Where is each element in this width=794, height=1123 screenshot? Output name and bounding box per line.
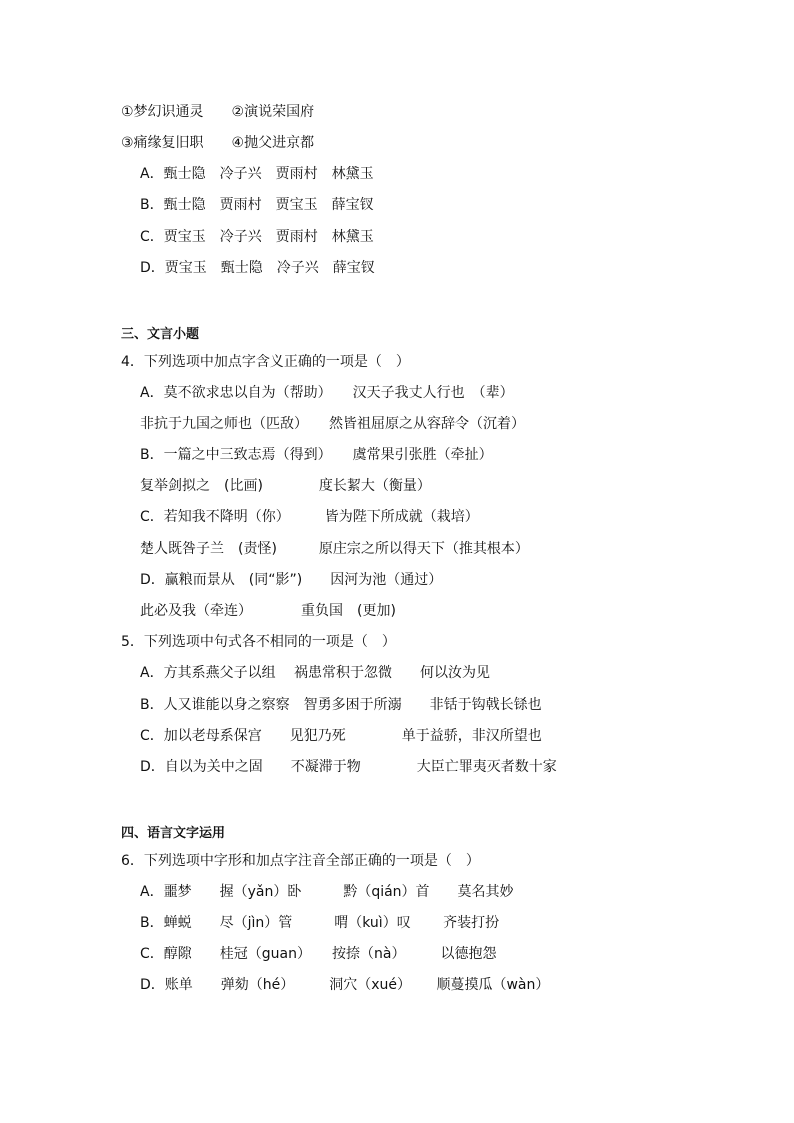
q4-line-6: 楚人既咎子兰 (责怪) 原庄宗之所以得天下（推其根本） bbox=[140, 541, 529, 557]
q3-item-row-2: ③痛缘复旧职 ④抛父进京都 bbox=[121, 135, 315, 151]
q3-option-b: B．甄士隐 贾雨村 贾宝玉 薛宝钗 bbox=[140, 197, 374, 213]
q4-line-2: 非抗于九国之师也（匹敌） 然皆祖屈原之从容辞令（沉着） bbox=[140, 416, 525, 432]
q5-option-d: D．自以为关中之固 不凝滞于物 大臣亡罪夷灭者数十家 bbox=[140, 759, 557, 775]
q5-option-a: A．方其系燕父子以组 祸患常积于忽微 何以汝为见 bbox=[140, 665, 491, 681]
q5-stem: 5．下列选项中句式各不相同的一项是（ ） bbox=[121, 634, 396, 650]
q6-option-c: C．醇隙 桂冠（guan） 按捺（nà） 以德抱怨 bbox=[140, 946, 497, 962]
q3-option-d: D．贾宝玉 甄士隐 冷子兴 薛宝钗 bbox=[140, 260, 375, 276]
q6-stem: 6．下列选项中字形和加点字注音全部正确的一项是（ ） bbox=[121, 853, 480, 869]
section-4-heading: 四、语言文字运用 bbox=[121, 826, 226, 841]
q3-option-c: C．贾宝玉 冷子兴 贾雨村 林黛玉 bbox=[140, 229, 374, 245]
q4-stem: 4．下列选项中加点字含义正确的一项是（ ） bbox=[121, 354, 410, 370]
section-3-heading: 三、文言小题 bbox=[121, 327, 200, 342]
q4-line-7: D．赢粮而景从 (同“影”) 因河为池（通过） bbox=[140, 572, 443, 588]
q4-line-3: B．一篇之中三致志焉（得到） 虞常果引张胜（牵扯） bbox=[140, 447, 493, 463]
q6-option-b: B．蝉蜕 尽（jìn）管 喟（kuì）叹 齐装打扮 bbox=[140, 915, 500, 931]
q6-option-a: A．噩梦 握（yǎn）卧 黔（qián）首 莫名其妙 bbox=[140, 884, 514, 900]
q4-line-5: C．若知我不降明（你） 皆为陛下所成就（栽培） bbox=[140, 509, 479, 525]
q3-item-row-1: ①梦幻识通灵 ②演说荣国府 bbox=[121, 104, 315, 120]
q5-option-c: C．加以老母系保宫 见犯乃死 单于益骄，非汉所望也 bbox=[140, 728, 542, 744]
q4-line-1: A．莫不欲求忠以自为（帮助） 汉天子我丈人行也 （辈） bbox=[140, 385, 514, 401]
q4-line-8: 此必及我（牵连） 重负国 (更加) bbox=[140, 603, 396, 619]
q4-line-4: 复举剑拟之 (比画) 度长絜大（衡量） bbox=[140, 478, 431, 494]
q6-option-d: D．账单 弹劾（hé） 洞穴（xué） 顺蔓摸瓜（wàn） bbox=[140, 977, 550, 993]
q3-option-a: A．甄士隐 冷子兴 贾雨村 林黛玉 bbox=[140, 166, 374, 182]
q5-option-b: B．人又谁能以身之察察 智勇多困于所溺 非铦于钩戟长铩也 bbox=[140, 697, 542, 713]
